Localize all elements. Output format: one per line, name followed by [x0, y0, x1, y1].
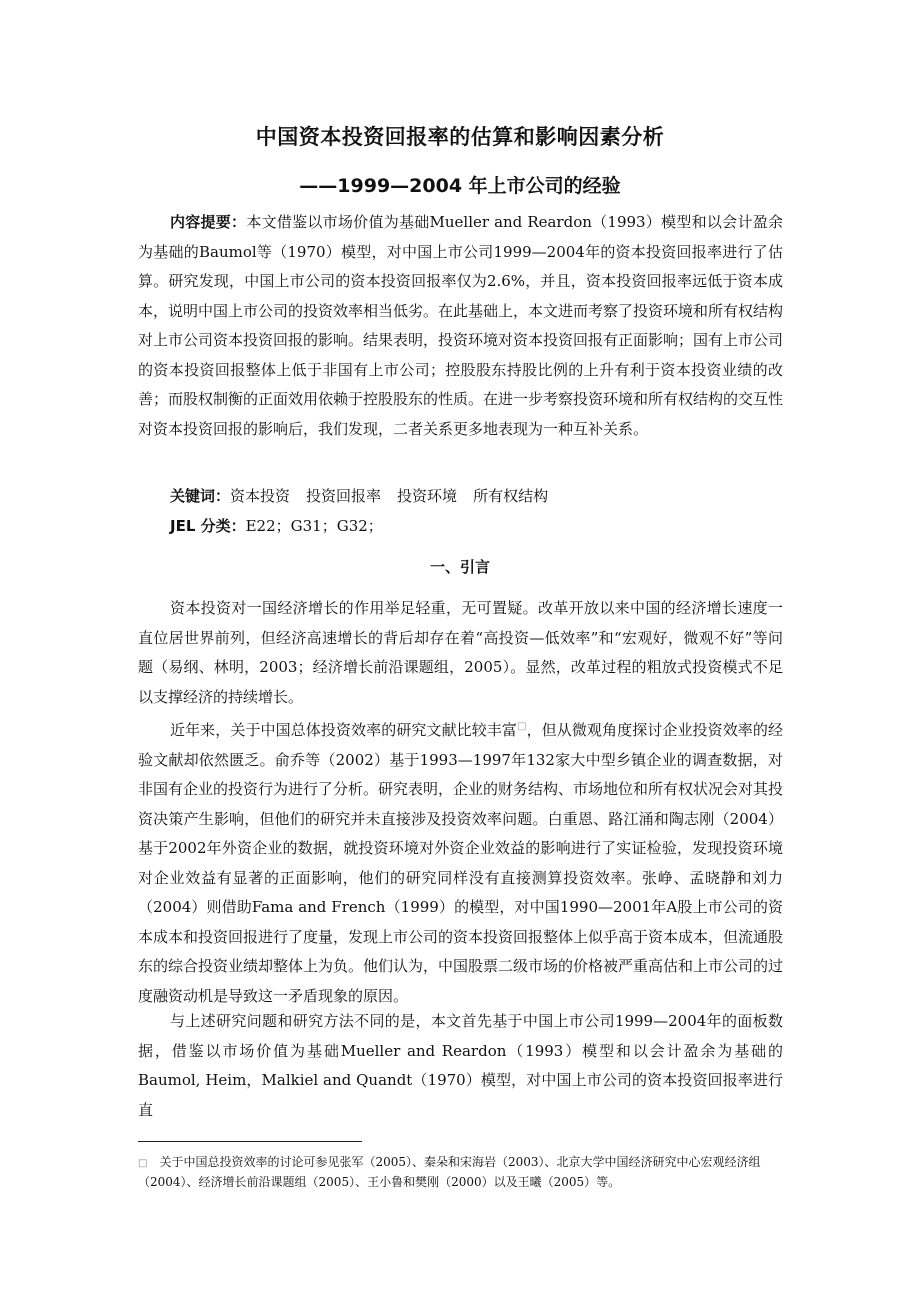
keywords-line: [170, 485, 564, 506]
footnote-reference-mark[interactable]: □: [517, 721, 527, 732]
abstract-text: 本文借鉴以市场价值为基础Mueller and Reardon（1993）模型和以会计盈余为基础的Baumol等（1970）模型，对中国上市公司1999—2004年的资本投资回报率进行了估算。研究发现，中国上市公司的资本投资回报率仅为2.6%，并且，资本投资回报率远低于资本成本，说明中国上市公司的投资效率相当低劣。在此基础上，本文进而考察了投资环境和所有权结构对上市公司资本投资回报的影响。结果表明，投资环境对资本投资回报有正面影响；国有上市公司的资本投资回报整体上低于非国有上市公司；控股股东持股比例的上升有利于资本投资业绩的改善；而股权制衡的正面效用依赖于控股股东的性质。在进一步考察投资环境和所有权结构的交互性对资本投资回报的影响后，我们发现，二者关系更多地表现为一种互补关系。: [138, 213, 784, 438]
keywords-label: 关键词：: [170, 487, 231, 505]
intro-paragraph-2: [138, 712, 783, 1011]
keyword-term: 资本投资: [230, 487, 291, 505]
keyword-term: 所有权结构: [473, 487, 549, 505]
jel-codes: E22；G31；G32；: [245, 517, 383, 535]
abstract-label: 内容提要：: [170, 213, 247, 231]
footnote-text: 关于中国总投资效率的讨论可参见张军（2005）、秦朵和宋海岩（2003）、北京大学中国经济研究中心宏观经济组（2004）、经济增长前沿课题组（2005）、王小鲁和樊刚（2000）以及王曦（2005）等。: [138, 1155, 761, 1189]
paragraph-text: ，但从微观角度探讨企业投资效率的经验文献却依然匮乏。俞乔等（2002）基于1993—1997年132家大中型乡镇企业的调查数据，对非国有企业的投资行为进行了分析。研究表明，企业的财务结构、市场地位和所有权状况会对其投资决策产生影响，但他们的研究并未直接涉及投资效率问题。白重恩、路江涌和陶志刚（2004）基于2002年外资企业的数据，就投资环境对外资企业效益的影响进行了实证检验，发现投资环境对企业效益有显著的正面影响，他们的研究同样没有直接测算投资效率。张峥、孟晓静和刘力（2004）则借助Fama and French（1999）的模型，对中国1990—2001年A股上市公司的资本成本和投资回报进行了度量，发现上市公司的资本投资回报整体上似乎高于资本成本，但流通股东的综合投资业绩却整体上为负。他们认为，中国股票二级市场的价格被严重高估和上市公司的过度融资动机是导致这一矛盾现象的原因。: [138, 721, 784, 1005]
footnote-divider: [138, 1141, 362, 1142]
intro-paragraph-1: 资本投资对一国经济增长的作用举足轻重，无可置疑。改革开放以来中国的经济增长速度一直位居世界前列，但经济高速增长的背后却存在着“高投资—低效率”和“宏观好，微观不好”等问题（易纲、林明，2003；经济增长前沿课题组，2005）。显然，改革过程的粗放式投资模式不足以支撑经济的持续增长。: [138, 599, 783, 706]
paragraph-text: 近年来，关于中国总体投资效率的研究文献比较丰富: [170, 721, 518, 739]
keyword-term: 投资环境: [397, 487, 458, 505]
jel-line: [170, 515, 383, 536]
paper-title: 中国资本投资回报率的估算和影响因素分析: [255, 125, 665, 149]
abstract-paragraph: [138, 208, 783, 444]
paper-subtitle: ——1999—2004 年上市公司的经验: [299, 175, 621, 197]
footnote: [138, 1153, 783, 1192]
jel-label: JEL 分类：: [170, 517, 246, 535]
intro-paragraph-3: 与上述研究问题和研究方法不同的是，本文首先基于中国上市公司1999—2004年的面板数据，借鉴以市场价值为基础Mueller and Reardon（1993）模型和以会计盈余为基础的Baumol, Heim，Malkiel and Quandt（1970）模型，对中国上市公司的资本投资回报率进行直: [138, 1012, 783, 1119]
keyword-term: 投资回报率: [306, 487, 382, 505]
footnote-mark: □: [138, 1158, 148, 1169]
section-heading-introduction: 一、引言: [429, 558, 490, 576]
